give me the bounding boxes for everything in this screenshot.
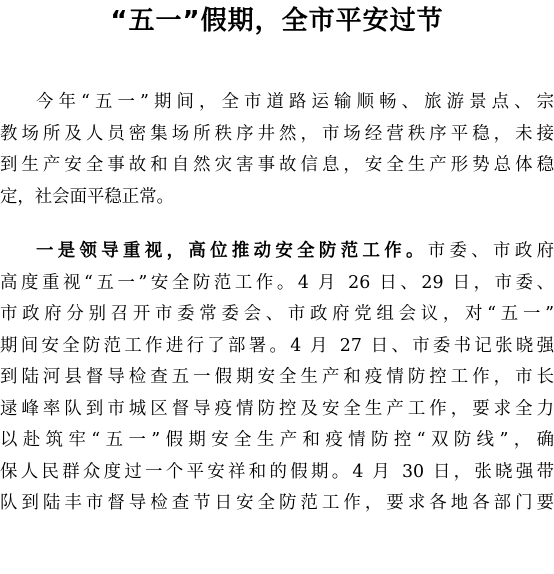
- paragraph-overview: [0, 87, 554, 213]
- document-title: “五一”假期，全市平安过节: [110, 6, 444, 36]
- paragraph-line: 到生产安全事故和自然灾害事故信息，安全生产形势总体稳: [0, 155, 554, 175]
- paragraph-line: 今年“五一”期间，全市道路运输顺畅、旅游景点、宗: [36, 92, 554, 112]
- paragraph-line: 以赴筑牢“五一”假期安全生产和疫情防控“双防线”，确: [0, 430, 554, 450]
- paragraph-line: 市政府分别召开市委常委会、市政府党组会议，对“五一”: [0, 304, 554, 324]
- paragraph-lead-heading: 一是领导重视，高位推动安全防范工作。: [36, 241, 428, 261]
- paragraph-line: 高度重视“五一”安全防范工作。4 月 26 日、29 日，市委、: [0, 272, 554, 293]
- paragraph-line: 保人民群众度过一个平安祥和的假期。4 月 30 日，张晓强带: [0, 461, 554, 482]
- paragraph-line: 到陆河县督导检查五一假期安全生产和疫情防控工作，市长: [0, 367, 554, 387]
- paragraph-leadership: [0, 236, 554, 520]
- paragraph-first-line: [0, 236, 554, 268]
- paragraph-line: 队到陆丰市督导检查节日安全防范工作，要求各地各部门要: [0, 493, 554, 513]
- paragraph-line: 逯峰率队到市城区督导疫情防控及安全生产工作，要求全力: [0, 398, 554, 419]
- paragraph-line: 教场所及人员密集场所秩序井然，市场经营秩序平稳，未接: [0, 123, 554, 144]
- paragraph-first-line-text: 市委、市政府: [427, 241, 554, 261]
- paragraph-line: 定，社会面平稳正常。: [0, 186, 174, 207]
- paragraph-line: 期间安全防范工作进行了部署。4 月 27 日、市委书记张晓强: [0, 335, 554, 356]
